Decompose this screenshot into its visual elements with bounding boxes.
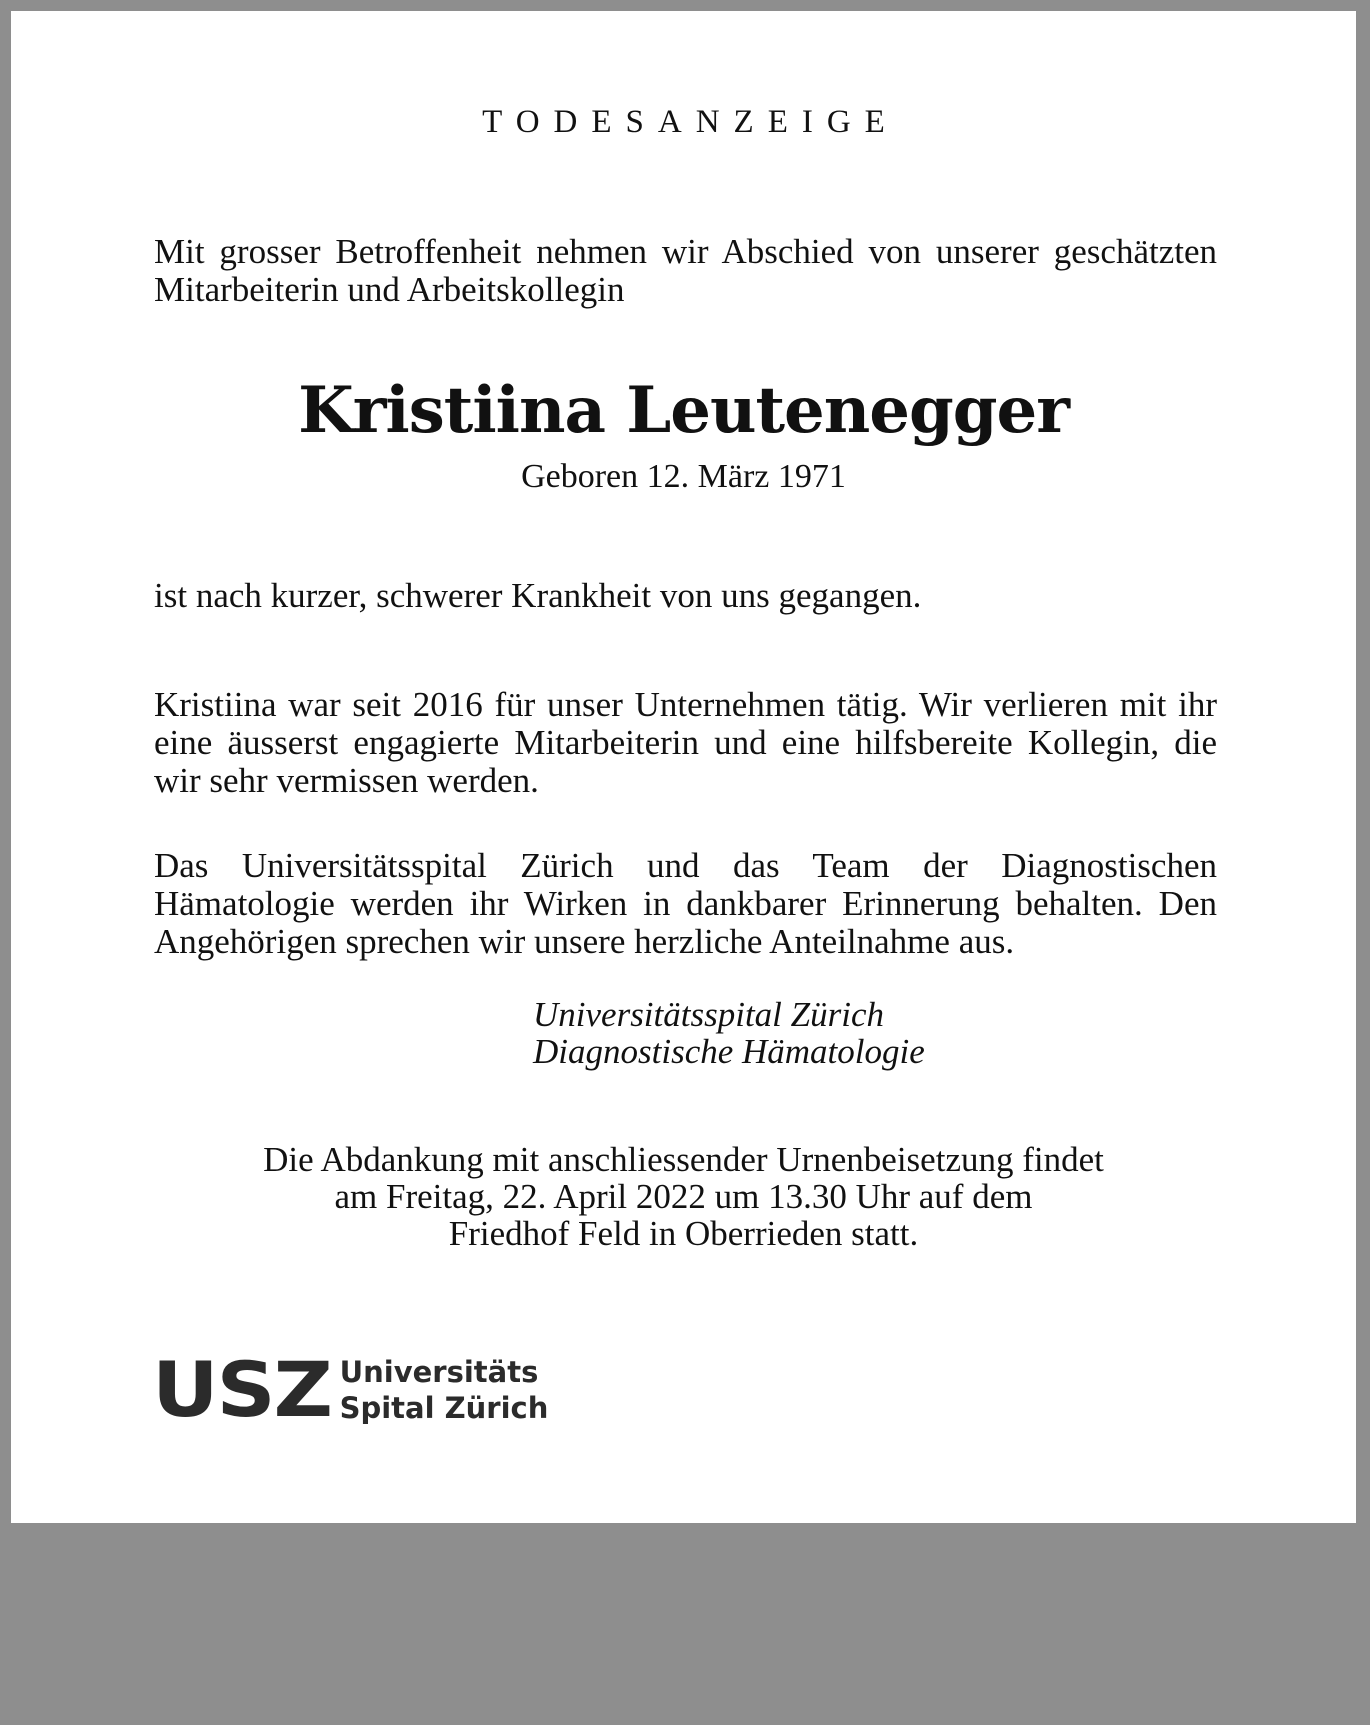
ceremony-details — [11, 1141, 1356, 1252]
intro-text — [154, 233, 1217, 309]
usz-logo — [152, 1645, 592, 1725]
employment-paragraph — [154, 686, 1217, 800]
usz-logo-line-2: Spital Zürich — [339, 1391, 549, 1425]
condolence-paragraph — [154, 847, 1217, 961]
signature-line-2: Diagnostische Hämatologie — [533, 1032, 925, 1071]
usz-logo-text — [340, 1354, 549, 1426]
passing-text: ist nach kurzer, schwerer Krankheit von uns gegangen. — [154, 576, 922, 615]
signature-line-1: Universitätsspital Zürich — [533, 995, 884, 1034]
ceremony-line-1: Die Abdankung mit anschliessender Urnenbeisetzung findet — [263, 1140, 1104, 1179]
usz-logo-rendered — [152, 1345, 549, 1434]
passing-statement — [154, 577, 1217, 615]
condolence-text: Das Universitätsspital Zürich und das Team der Diagnostischen Hämatologie werden ihr Wirken in dankbarer Erinnerung behalten. Den Angehörigen sprechen wir unsere herzliche Anteilnahme aus. — [154, 846, 1217, 961]
usz-logo-mark: USZ — [152, 1345, 331, 1434]
death-notice-page — [11, 11, 1356, 1523]
usz-logo-line-1: Universitäts — [339, 1355, 539, 1389]
birth-date: Geboren 12. März 1971 — [521, 458, 846, 495]
employment-text: Kristiina war seit 2016 für unser Unternehmen tätig. Wir verlieren mit ihr eine äusserst engagierte Mitarbeiterin und eine hilfsbereite Kollegin, die wir sehr vermissen werden. — [154, 685, 1217, 800]
ceremony-line-3: Friedhof Feld in Oberrieden statt. — [448, 1214, 919, 1253]
deceased-name: Kristiina Leutenegger — [298, 373, 1069, 448]
signature-block — [533, 996, 925, 1070]
notice-heading: TODESANZEIGE — [482, 104, 899, 140]
intro-paragraph: Mit grosser Betroffenheit nehmen wir Abschied von unserer geschätzten Mitarbeiterin und Arbeitskollegin — [154, 232, 1217, 309]
ceremony-line-2: am Freitag, 22. April 2022 um 13.30 Uhr auf dem — [334, 1177, 1033, 1216]
